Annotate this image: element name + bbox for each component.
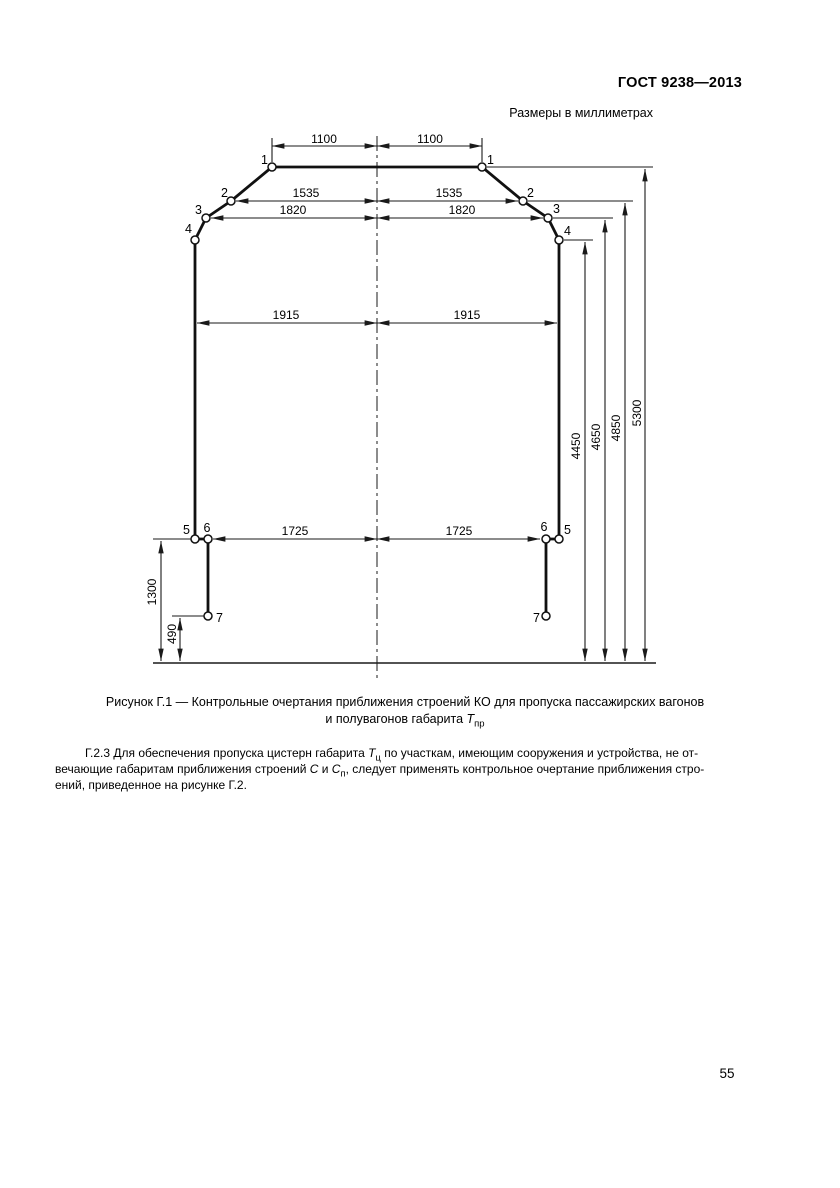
- outline-right: [482, 167, 559, 616]
- caption-symbol-t: Т: [466, 711, 475, 726]
- point-4-right: [555, 236, 563, 244]
- paragraph-line2: [55, 761, 788, 780]
- figure-caption-line2: [55, 711, 755, 728]
- dim-label-490: 490: [165, 623, 179, 645]
- para-text: Г.2.3 Для обеспечения пропуска цистерн габарита: [85, 746, 369, 760]
- point-label-2-right: 2: [527, 186, 534, 200]
- point-3-left: [202, 214, 210, 222]
- point-5-right: [555, 535, 563, 543]
- point-label-5-right: 5: [564, 523, 571, 537]
- point-2-right: [519, 197, 527, 205]
- point-2-left: [227, 197, 235, 205]
- dim-label-1535-right: 1535: [435, 186, 463, 200]
- outline-left: [195, 167, 272, 616]
- dim-label-1100-left: 1100: [311, 132, 337, 146]
- para-symbol-s1: С: [309, 762, 319, 777]
- dim-label-1820-right: 1820: [448, 203, 476, 217]
- para-text: и: [318, 762, 332, 777]
- page-number: 55: [719, 1066, 735, 1081]
- para-text: по участкам, имеющим сооружения и устройства, не от-: [380, 746, 699, 760]
- caption-subscript: пр: [474, 718, 485, 729]
- para-subscript-c: ц: [375, 752, 381, 764]
- point-label-2-left: 2: [221, 186, 228, 200]
- figure-caption-line1: Рисунок Г.1 — Контрольные очертания приближения строений КО для пропуска пассажирских вагонов: [105, 695, 705, 709]
- extension-lines: [153, 138, 653, 616]
- units-note: Размеры в миллиметрах: [509, 106, 653, 120]
- point-label-6-right: 6: [540, 520, 548, 534]
- para-text: ений, приведенное на рисунке Г.2.: [55, 778, 247, 793]
- point-label-1-left: 1: [261, 153, 268, 167]
- point-label-3-right: 3: [553, 202, 560, 216]
- point-6-right: [542, 535, 550, 543]
- point-3-right: [544, 214, 552, 222]
- paragraph-line3: [55, 777, 788, 793]
- point-label-7-left: 7: [216, 611, 223, 625]
- dim-label-1535-left: 1535: [292, 186, 320, 200]
- paragraph-line1: [55, 745, 788, 764]
- point-label-3-left: 3: [195, 203, 202, 217]
- dim-label-1915-right: 1915: [453, 308, 481, 322]
- point-4-left: [191, 236, 199, 244]
- point-7-right: [542, 612, 550, 620]
- point-label-4-right: 4: [564, 224, 571, 238]
- dim-label-1100-right: 1100: [417, 132, 443, 146]
- point-1-left: [268, 163, 276, 171]
- para-subscript-p: п: [340, 768, 346, 780]
- figure-caption: [55, 694, 755, 727]
- doc-number-header: ГОСТ 9238—2013: [617, 75, 742, 91]
- dim-label-1725-left: 1725: [281, 524, 309, 538]
- para-symbol-t: Т: [368, 746, 376, 760]
- para-symbol-s2: С: [331, 762, 341, 777]
- point-label-7-right: 7: [533, 611, 540, 625]
- paragraph-g-2-3: [55, 745, 788, 794]
- dim-label-4450: 4450: [569, 432, 583, 460]
- para-text: , следует применять контрольное очертание приближения стро-: [345, 762, 705, 777]
- dim-label-4650: 4650: [589, 423, 603, 451]
- point-7-left: [204, 612, 212, 620]
- caption-text: и полувагонов габарита: [325, 711, 467, 726]
- dim-label-1300: 1300: [145, 578, 159, 606]
- dim-label-1725-right: 1725: [445, 524, 473, 538]
- dimension-lines: [161, 146, 645, 661]
- dim-label-1915-left: 1915: [272, 308, 300, 322]
- dim-label-5300: 5300: [630, 399, 644, 427]
- point-5-left: [191, 535, 199, 543]
- point-label-4-left: 4: [185, 222, 192, 236]
- point-label-1-right: 1: [487, 153, 494, 167]
- point-6-left: [204, 535, 212, 543]
- point-label-5-left: 5: [183, 523, 190, 537]
- dim-label-1820-left: 1820: [279, 203, 307, 217]
- para-text: вечающие габаритам приближения строений: [55, 762, 310, 777]
- point-1-right: [478, 163, 486, 171]
- dim-label-4850: 4850: [609, 414, 623, 442]
- point-label-6-left: 6: [203, 521, 211, 535]
